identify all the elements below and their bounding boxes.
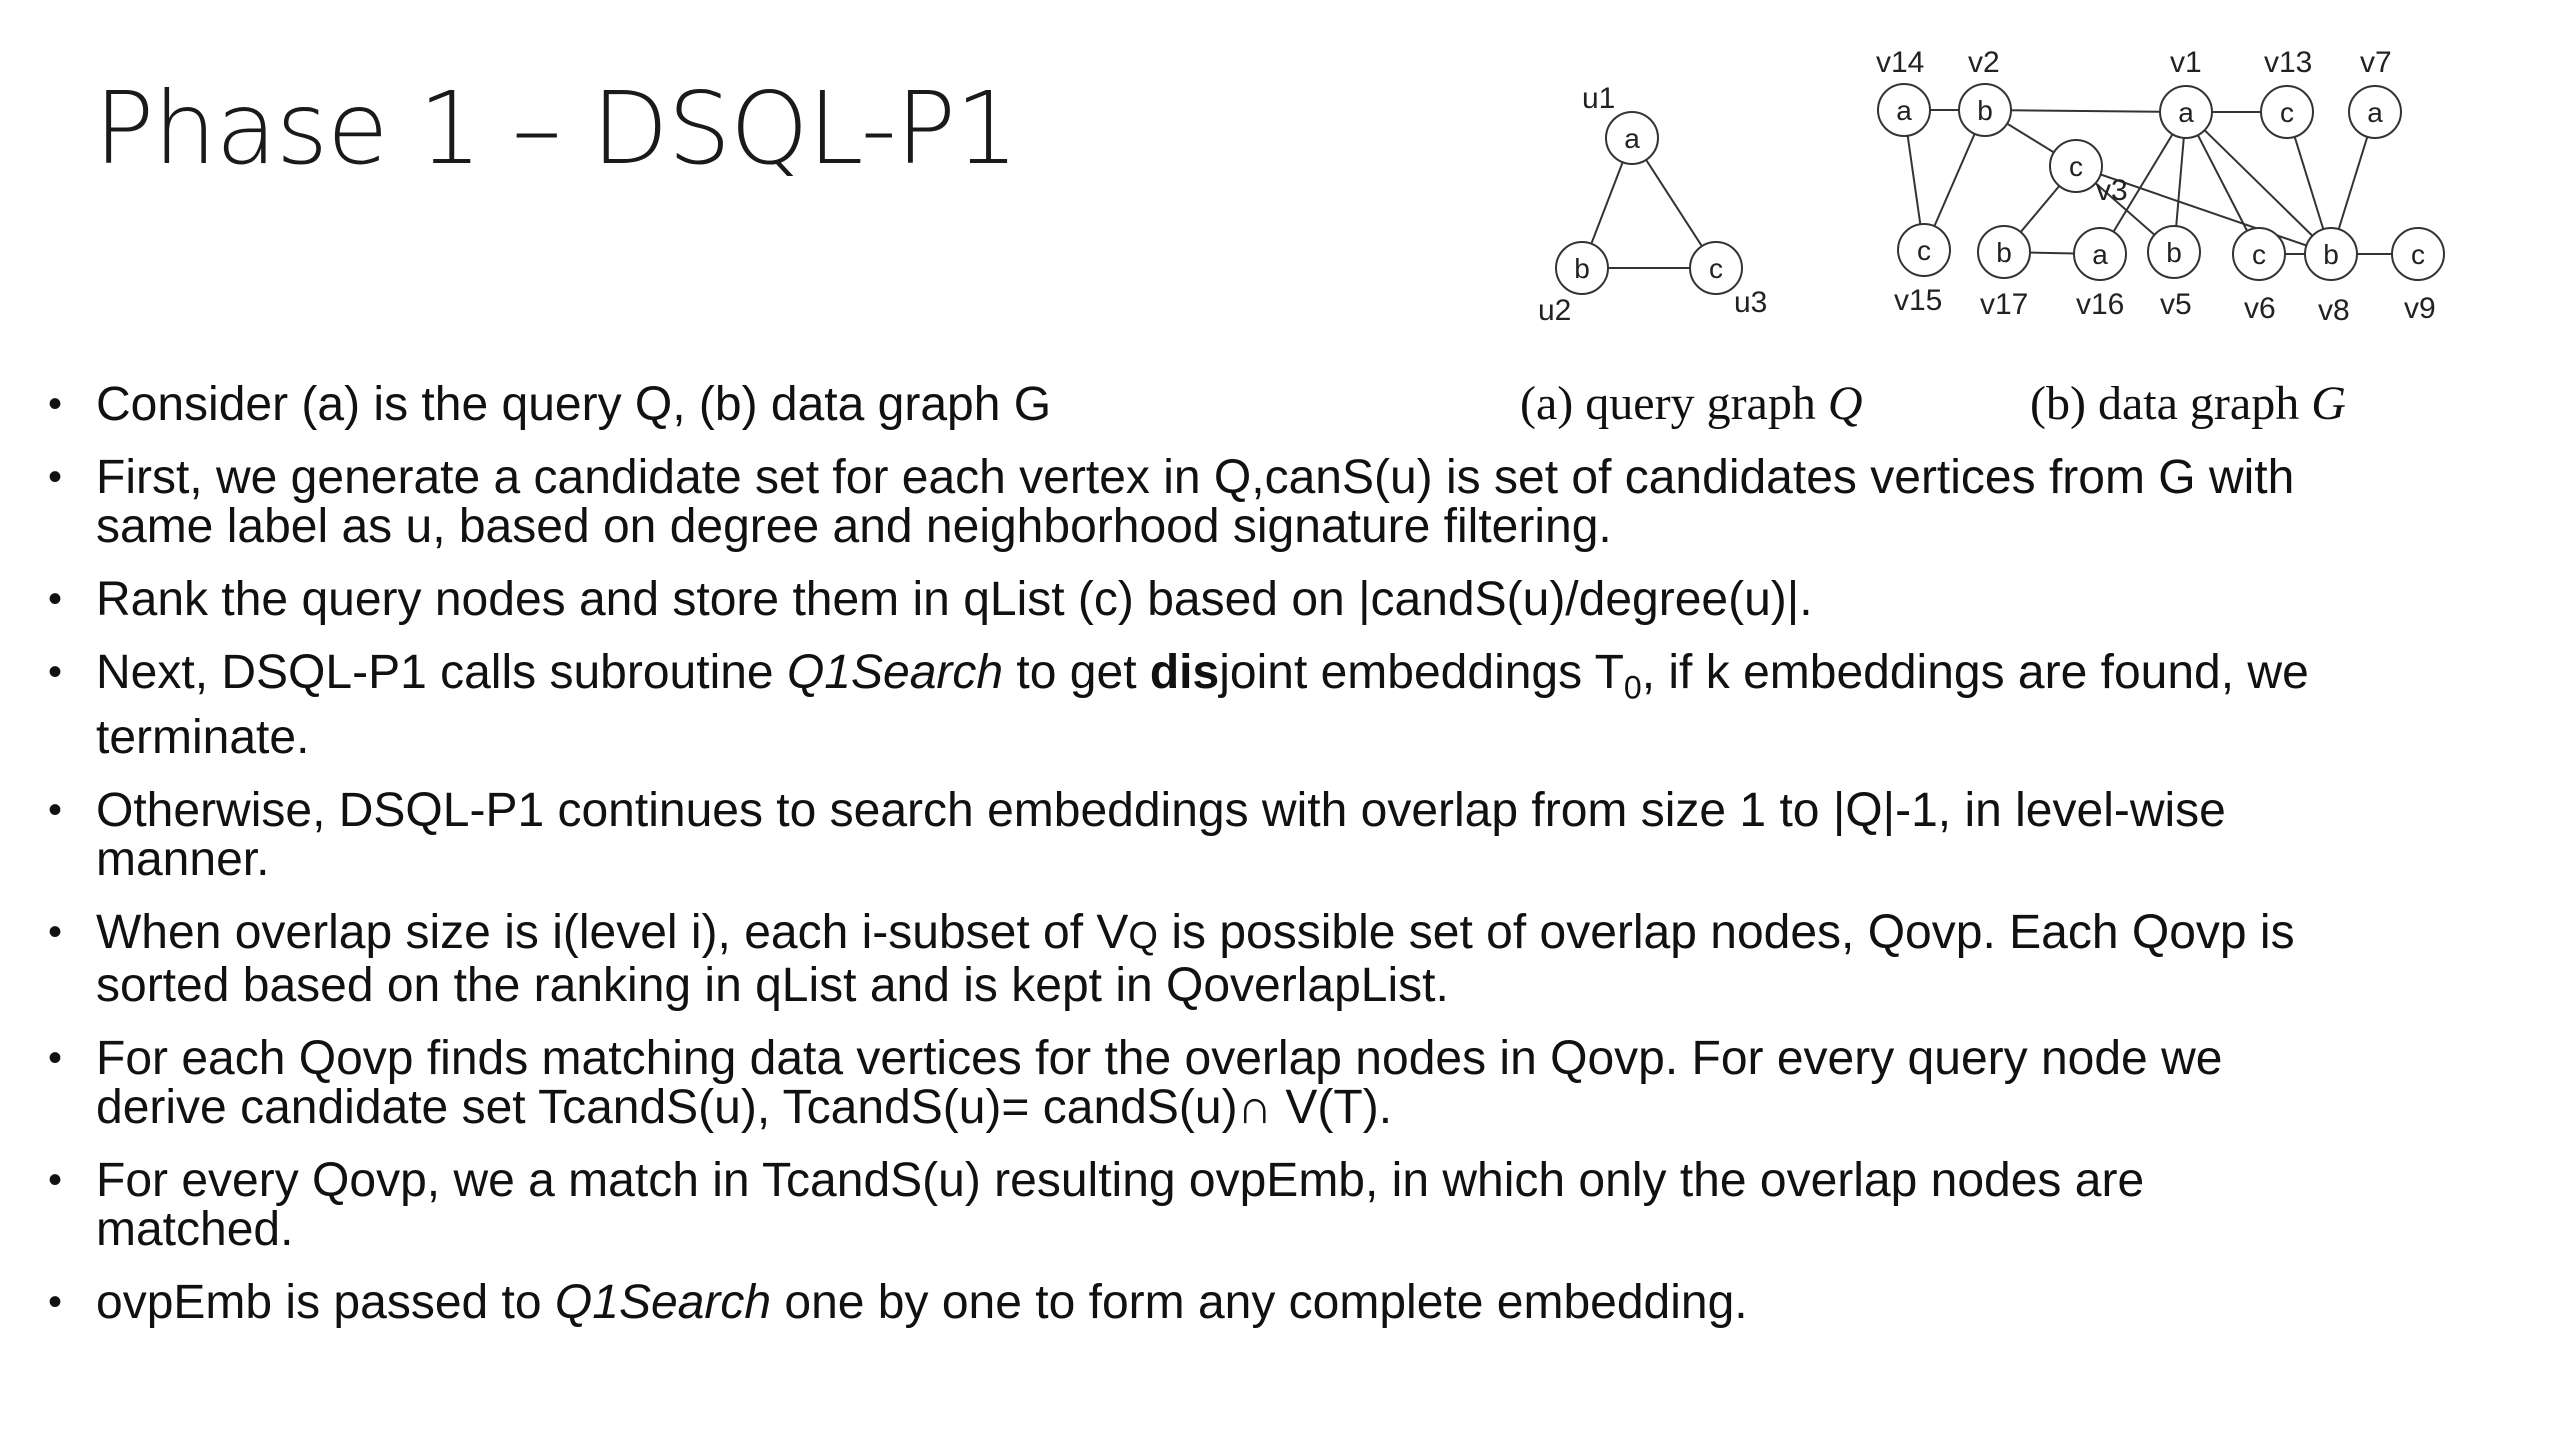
graph-node-id: v5 [2160, 288, 2192, 321]
graph-node-label: a [2367, 97, 2383, 128]
graph-node-id: v3 [2096, 174, 2128, 207]
graph-node-id: v9 [2404, 292, 2436, 325]
graph-node-label: c [1917, 235, 1931, 266]
graph-figure [1480, 20, 2460, 440]
caption-a-var: Q [1827, 377, 1863, 430]
graph-node-id: v17 [1980, 288, 2029, 321]
graph-node-label: c [2280, 97, 2294, 128]
graph-node-id: v8 [2318, 294, 2350, 327]
bullet-item [48, 1275, 2348, 1329]
graph-node-id: v14 [1876, 46, 1925, 79]
graph-node-label: c [2411, 239, 2425, 270]
graph-node-id: v2 [1968, 46, 2000, 79]
bullet-item [48, 575, 2348, 624]
caption-b-prefix: (b) data graph [2030, 377, 2312, 430]
graph-node-id: v13 [2264, 46, 2313, 79]
graph-node-label: a [1624, 123, 1640, 154]
graph-node-id: v15 [1894, 284, 1943, 317]
bullet-item [48, 380, 2348, 429]
bullet-text: Consider (a) is the query Q, (b) data graph G [96, 378, 1052, 431]
graph-node-label: b [1996, 237, 2012, 268]
graph-node-label: a [2178, 97, 2194, 128]
bullet-item [48, 1153, 2348, 1256]
bullet-text: , if k embeddings are found, we terminate. [96, 646, 2309, 764]
bullet-item [48, 905, 2348, 1012]
caption-a-prefix: (a) query graph [1520, 377, 1828, 430]
bullet-text: one by one to form any complete embedding. [771, 1275, 1748, 1329]
bullet-text: Q [1128, 914, 1158, 957]
graph-node-id: u3 [1734, 286, 1768, 319]
bullet-list [48, 380, 2348, 1351]
caption-b-var: G [2311, 377, 2346, 430]
bullet-text: For each Qovp finds matching data vertices for the overlap nodes in Qovp. For every query node we derive candidate set TcandS(u), TcandS(u)= candS(u)∩ V(T). [96, 1031, 2223, 1134]
bullet-dot: • [48, 650, 63, 694]
graph-node-label: b [1977, 95, 1993, 126]
bullet-item [48, 783, 2348, 886]
bullet-text: Rank the query nodes and store them in qList (c) based on |candS(u)/degree(u)|. [96, 573, 1813, 626]
bullet-dot: • [48, 577, 63, 621]
graph-node-id: v7 [2360, 46, 2392, 79]
graph-edge [1985, 110, 2186, 112]
bullet-text: ovpEmb is passed to [96, 1275, 555, 1329]
slide-title: Phase 1 – DSQL-P1 [94, 70, 1018, 187]
bullet-dot: • [48, 382, 63, 426]
bullet-text: For every Qovp, we a match in TcandS(u) resulting ovpEmb, in which only the overlap nodes are matched. [96, 1153, 2145, 1256]
bullet-dot: • [48, 909, 63, 954]
graph-node-label: b [2323, 239, 2339, 270]
bullet-text: When overlap size is i(level i), each i-subset of V [96, 905, 1129, 959]
graph-node-label: a [2092, 239, 2108, 270]
bullet-text: Q1Search [786, 646, 1004, 699]
graph-node-id: v1 [2170, 46, 2202, 79]
graph-node-id: u1 [1582, 82, 1616, 115]
graph-node-id: v6 [2244, 292, 2276, 325]
graph-node-label: c [1709, 253, 1723, 284]
graph-node-label: b [2166, 237, 2182, 268]
bullet-text: Otherwise, DSQL-P1 continues to search embeddings with overlap from size 1 to |Q|-1, in level-wise manner. [96, 783, 2226, 886]
bullet-dot: • [48, 1157, 63, 1202]
bullet-item [48, 1031, 2348, 1134]
bullet-dot: • [48, 1035, 63, 1080]
bullet-dot: • [48, 787, 63, 832]
graph-node-id: u2 [1538, 294, 1572, 327]
bullet-text: First, we generate a candidate set for each vertex in Q,canS(u) is set of candidates vertices from G with same label as u, based on degree and neighborhood signature filtering. [96, 451, 2295, 553]
bullet-text: to get [1003, 646, 1150, 699]
graph-node-label: c [2252, 239, 2266, 270]
bullet-text: is possible set of overlap nodes, Qovp. Each Qovp is sorted based on the ranking in qList and is kept in QoverlapList. [96, 905, 2295, 1012]
bullet-dot: • [48, 455, 63, 499]
graph-node-label: a [1896, 95, 1912, 126]
bullet-text: Next, DSQL-P1 calls subroutine [96, 646, 787, 699]
graph-node-label: c [2069, 151, 2083, 182]
graph-node-label: b [1574, 253, 1590, 284]
bullet-dot: • [48, 1279, 63, 1324]
bullet-item [48, 648, 2348, 762]
bullet-text: Q1Search [554, 1275, 772, 1329]
bullet-item [48, 453, 2348, 551]
bullet-text: joint embeddings T [1219, 646, 1624, 699]
bullet-text: dis [1149, 646, 1220, 699]
graph-svg [1480, 20, 2460, 380]
graph-node-id: v16 [2076, 288, 2125, 321]
bullet-text: 0 [1623, 669, 1642, 706]
